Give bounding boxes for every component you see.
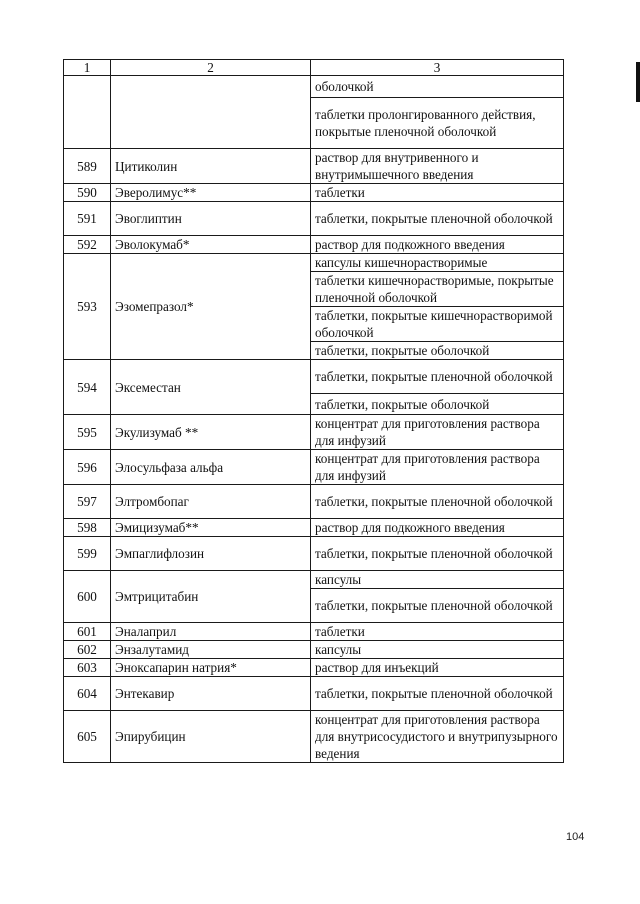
drug-name: Эмтрицитабин (111, 571, 311, 623)
table-row (64, 537, 564, 571)
drug-name: Цитиколин (111, 149, 311, 184)
row-number: 592 (64, 236, 111, 254)
row-number: 602 (64, 641, 111, 659)
row-number: 599 (64, 537, 111, 571)
row-number: 590 (64, 184, 111, 202)
row-number: 603 (64, 659, 111, 677)
drug-table (63, 59, 564, 763)
row-number: 597 (64, 485, 111, 519)
page-number: 104 (566, 831, 585, 843)
drug-name: Энтекавир (111, 677, 311, 711)
row-number (64, 76, 111, 149)
dosage-form: таблетки (311, 623, 564, 641)
table-header-row (64, 60, 564, 76)
table-row (64, 677, 564, 711)
drug-name: Элосульфаза альфа (111, 450, 311, 485)
table-row (64, 623, 564, 641)
dosage-form: таблетки, покрытые пленочной оболочкой (311, 677, 564, 711)
table-row (64, 571, 564, 589)
dosage-form: раствор для инъекций (311, 659, 564, 677)
dosage-form: таблетки, покрытые пленочной оболочкой (311, 537, 564, 571)
table-row (64, 236, 564, 254)
table-row (64, 415, 564, 450)
dosage-form: таблетки, покрытые кишечнорастворимой оболочкой (311, 307, 564, 342)
drug-name: Эмпаглифлозин (111, 537, 311, 571)
table-row (64, 76, 564, 98)
table-row (64, 519, 564, 537)
row-number: 589 (64, 149, 111, 184)
dosage-form: таблетки, покрытые пленочной оболочкой (311, 589, 564, 623)
row-number: 605 (64, 711, 111, 763)
row-number: 601 (64, 623, 111, 641)
table-row (64, 184, 564, 202)
drug-name: Энзалутамид (111, 641, 311, 659)
dosage-form: таблетки, покрытые пленочной оболочкой (311, 485, 564, 519)
dosage-form: раствор для внутривенного и внутримышечного введения (311, 149, 564, 184)
drug-name: Эксеместан (111, 360, 311, 415)
dosage-form: концентрат для приготовления раствора для инфузий (311, 415, 564, 450)
drug-name (111, 76, 311, 149)
row-number: 595 (64, 415, 111, 450)
column-header-3: 3 (311, 60, 564, 76)
dosage-form: оболочкой (311, 76, 564, 98)
page-edge-mark (636, 62, 640, 102)
table-body (64, 76, 564, 763)
dosage-form: капсулы (311, 571, 564, 589)
dosage-form: концентрат для приготовления раствора для внутрисосудистого и внутрипузырного ведения (311, 711, 564, 763)
row-number: 598 (64, 519, 111, 537)
row-number: 596 (64, 450, 111, 485)
drug-name: Эноксапарин натрия* (111, 659, 311, 677)
drug-name: Эмицизумаб** (111, 519, 311, 537)
row-number: 600 (64, 571, 111, 623)
drug-name: Экулизумаб ** (111, 415, 311, 450)
table-row (64, 450, 564, 485)
drug-name: Эзомепразол* (111, 254, 311, 360)
table-row (64, 485, 564, 519)
drug-name: Эвоглиптин (111, 202, 311, 236)
column-header-1: 1 (64, 60, 111, 76)
row-number: 604 (64, 677, 111, 711)
dosage-form: концентрат для приготовления раствора для инфузий (311, 450, 564, 485)
drug-name: Элтромбопаг (111, 485, 311, 519)
table-row (64, 360, 564, 394)
row-number: 591 (64, 202, 111, 236)
drug-name: Эверолимус** (111, 184, 311, 202)
row-number: 594 (64, 360, 111, 415)
drug-name: Эналаприл (111, 623, 311, 641)
drug-name: Эпирубицин (111, 711, 311, 763)
table-row (64, 202, 564, 236)
table-row (64, 641, 564, 659)
dosage-form: таблетки, покрытые оболочкой (311, 342, 564, 360)
dosage-form: таблетки, покрытые пленочной оболочкой (311, 360, 564, 394)
dosage-form: таблетки пролонгированного действия, покрытые пленочной оболочкой (311, 98, 564, 149)
drug-name: Эволокумаб* (111, 236, 311, 254)
dosage-form: таблетки, покрытые оболочкой (311, 394, 564, 415)
column-header-2: 2 (111, 60, 311, 76)
dosage-form: таблетки, покрытые пленочной оболочкой (311, 202, 564, 236)
table-row (64, 149, 564, 184)
dosage-form: раствор для подкожного введения (311, 236, 564, 254)
dosage-form: раствор для подкожного введения (311, 519, 564, 537)
table-row (64, 659, 564, 677)
dosage-form: таблетки кишечнорастворимые, покрытые пленочной оболочкой (311, 272, 564, 307)
table-row (64, 254, 564, 272)
dosage-form: капсулы кишечнорастворимые (311, 254, 564, 272)
row-number: 593 (64, 254, 111, 360)
dosage-form: капсулы (311, 641, 564, 659)
table-row (64, 711, 564, 763)
dosage-form: таблетки (311, 184, 564, 202)
